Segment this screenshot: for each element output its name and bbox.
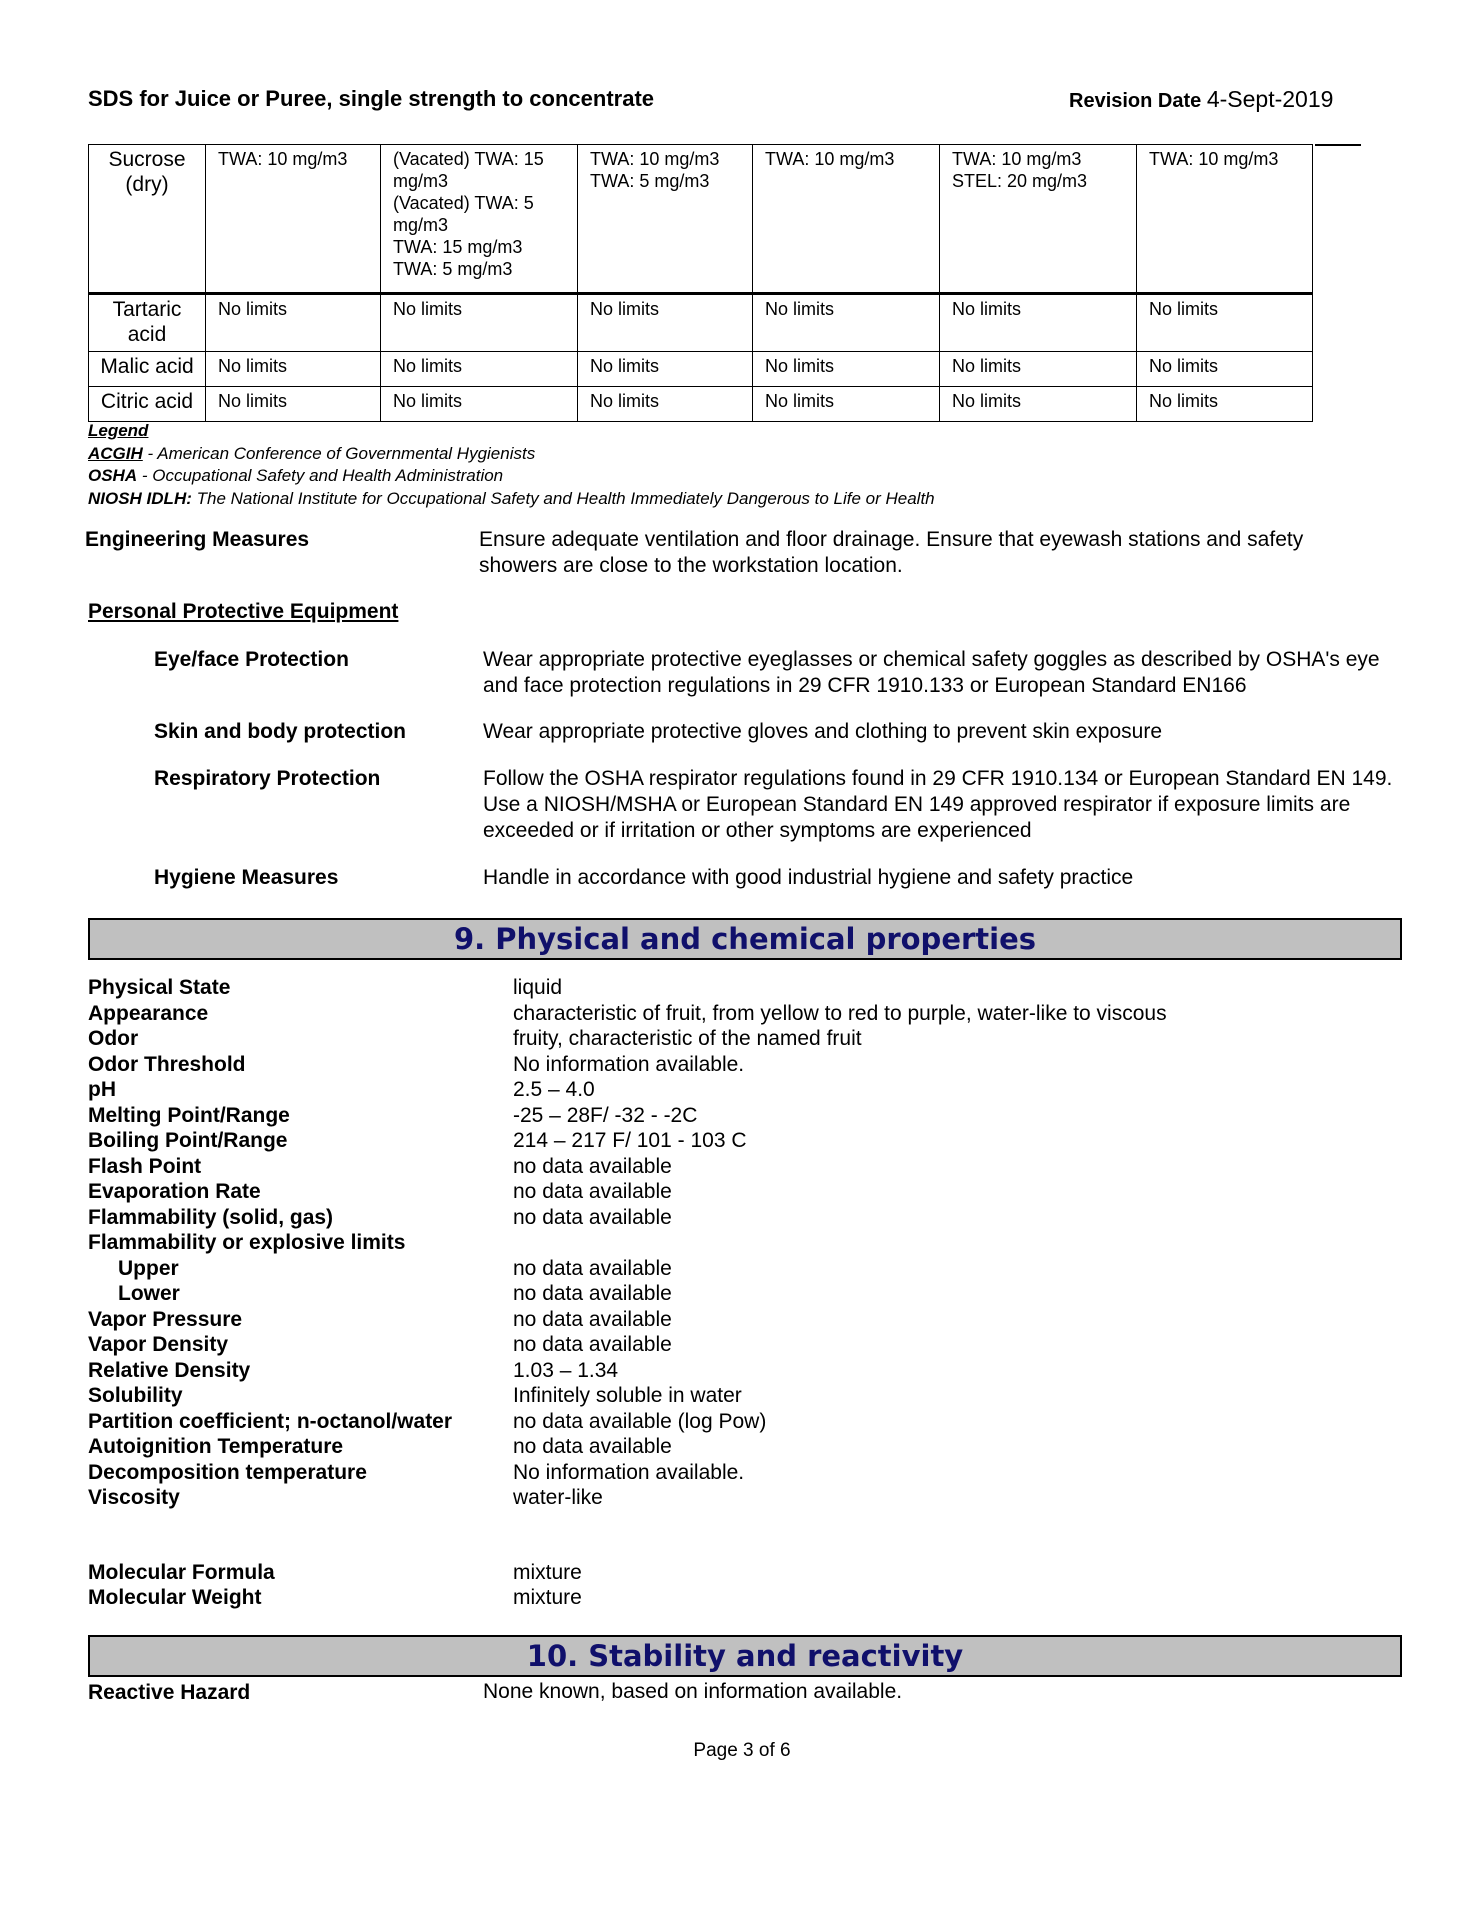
section-10-title: 10. Stability and reactivity bbox=[526, 1639, 964, 1673]
table-cell: No limits bbox=[381, 294, 578, 352]
legend-text: - Occupational Safety and Health Administration bbox=[137, 466, 504, 485]
property-name: Autoignition Temperature bbox=[88, 1435, 344, 1458]
legend-abbr: NIOSH IDLH: bbox=[88, 488, 192, 508]
property-row bbox=[88, 1409, 1167, 1435]
property-value: no data available bbox=[513, 1435, 672, 1458]
table-cell: TWA: 10 mg/m3 bbox=[753, 145, 940, 294]
property-row bbox=[88, 1154, 1167, 1180]
property-name: Evaporation Rate bbox=[88, 1180, 261, 1203]
physical-properties-list bbox=[88, 975, 1167, 1611]
property-name: Lower bbox=[118, 1282, 180, 1305]
property-name: Viscosity bbox=[88, 1486, 180, 1509]
revision-date bbox=[1069, 86, 1333, 113]
table-cell: TWA: 10 mg/m3 STEL: 20 mg/m3 bbox=[940, 145, 1137, 294]
table-cell: No limits bbox=[578, 387, 753, 422]
property-row bbox=[88, 1332, 1167, 1358]
property-row bbox=[88, 1383, 1167, 1409]
property-name: Partition coefficient; n-octanol/water bbox=[88, 1409, 453, 1433]
table-cell: No limits bbox=[753, 352, 940, 387]
property-value: 1.03 – 1.34 bbox=[513, 1358, 619, 1382]
legend bbox=[88, 420, 935, 510]
page-number: Page 3 of 6 bbox=[693, 1740, 791, 1761]
property-row bbox=[88, 1052, 1167, 1078]
table-cell: No limits bbox=[753, 387, 940, 422]
reactive-hazard-label: Reactive Hazard bbox=[88, 1681, 251, 1704]
property-row bbox=[88, 1560, 1167, 1586]
document-title: SDS for Juice or Puree, single strength to concentrate bbox=[88, 86, 655, 111]
property-value: no data available bbox=[513, 1180, 672, 1203]
property-value: liquid bbox=[513, 976, 563, 999]
property-value: no data available (log Pow) bbox=[513, 1409, 767, 1433]
property-name: pH bbox=[88, 1078, 116, 1101]
property-row bbox=[88, 1281, 1167, 1307]
property-value: no data available bbox=[513, 1307, 672, 1331]
substance-name: Tartaric acid bbox=[89, 294, 206, 352]
table-cell: No limits bbox=[940, 387, 1137, 422]
property-row bbox=[88, 1179, 1167, 1205]
skin-protection-label: Skin and body protection bbox=[154, 720, 407, 743]
table-row bbox=[89, 294, 1313, 352]
substance-name: Citric acid bbox=[89, 387, 206, 422]
table-cell: No limits bbox=[206, 352, 381, 387]
table-cell: No limits bbox=[753, 294, 940, 352]
table-row bbox=[89, 387, 1313, 422]
property-row bbox=[88, 975, 1167, 1001]
property-name: Decomposition temperature bbox=[88, 1460, 367, 1484]
property-value: no data available bbox=[513, 1282, 672, 1305]
property-value: characteristic of fruit, from yellow to red to purple, water-like to viscous bbox=[513, 1001, 1167, 1025]
property-value: no data available bbox=[513, 1333, 672, 1356]
property-name: Flammability (solid, gas) bbox=[88, 1205, 334, 1229]
exposure-limits-table bbox=[88, 144, 1313, 422]
property-row bbox=[88, 1230, 1167, 1256]
legend-abbr: OSHA bbox=[88, 466, 138, 485]
property-name: Molecular Formula bbox=[88, 1560, 275, 1584]
table-cell: TWA: 10 mg/m3 bbox=[206, 145, 381, 294]
section-9-title: 9. Physical and chemical properties bbox=[453, 922, 1037, 956]
eye-protection-text: Wear appropriate protective eyeglasses or chemical safety goggles as described by OSHA's eye and face protection regulations in 29 CFR 1910.133 or European Standard EN166 bbox=[483, 648, 1380, 697]
respiratory-protection-text: Follow the OSHA respirator regulations found in 29 CFR 1910.134 or European Standard EN 149. Use a NIOSH/MSHA or European Standard EN 149 approved respirator if exposure limits are exceeded or if irritation or other symptoms are experienced bbox=[483, 767, 1393, 842]
property-row bbox=[88, 1256, 1167, 1282]
legend-text: - American Conference of Governmental Hygienists bbox=[142, 443, 536, 463]
property-row bbox=[88, 1485, 1167, 1511]
hygiene-measures-label: Hygiene Measures bbox=[154, 866, 339, 889]
table-top-rule bbox=[1315, 144, 1361, 146]
table-cell: No limits bbox=[940, 352, 1137, 387]
property-value: fruity, characteristic of the named fruit bbox=[513, 1027, 862, 1050]
table-cell: No limits bbox=[206, 294, 381, 352]
property-row bbox=[88, 1460, 1167, 1486]
section-9-header bbox=[88, 918, 1402, 960]
legend-title: Legend bbox=[88, 421, 149, 440]
property-name: Upper bbox=[118, 1256, 179, 1280]
property-row bbox=[88, 1128, 1167, 1154]
respiratory-protection-label: Respiratory Protection bbox=[154, 767, 381, 790]
property-name: Solubility bbox=[88, 1384, 183, 1407]
property-row bbox=[88, 1077, 1167, 1103]
property-name: Vapor Pressure bbox=[88, 1307, 243, 1331]
property-value: Infinitely soluble in water bbox=[513, 1384, 742, 1407]
skin-protection-text: Wear appropriate protective gloves and clothing to prevent skin exposure bbox=[483, 720, 1163, 743]
property-row bbox=[88, 1358, 1167, 1384]
table-cell: (Vacated) TWA: 15 mg/m3 (Vacated) TWA: 5 mg/m3 TWA: 15 mg/m3 TWA: 5 mg/m3 bbox=[381, 145, 578, 294]
property-row bbox=[88, 1434, 1167, 1460]
eye-protection-label: Eye/face Protection bbox=[154, 648, 349, 671]
revision-label: Revision Date bbox=[1069, 90, 1202, 112]
property-value: 2.5 – 4.0 bbox=[513, 1078, 595, 1101]
substance-name: Sucrose (dry) bbox=[89, 145, 206, 294]
legend-item bbox=[88, 488, 935, 511]
property-row bbox=[88, 1103, 1167, 1129]
property-name: Appearance bbox=[88, 1001, 209, 1025]
property-name: Physical State bbox=[88, 976, 231, 999]
property-row bbox=[88, 1026, 1167, 1052]
property-row bbox=[88, 1585, 1167, 1611]
table-cell: TWA: 10 mg/m3 TWA: 5 mg/m3 bbox=[578, 145, 753, 294]
property-value: mixture bbox=[513, 1560, 582, 1584]
table-cell: No limits bbox=[578, 294, 753, 352]
revision-date-value: 4-Sept-2019 bbox=[1206, 86, 1334, 112]
property-name: Odor Threshold bbox=[88, 1052, 246, 1076]
property-value: no data available bbox=[513, 1154, 672, 1178]
property-row bbox=[88, 1001, 1167, 1027]
table-row bbox=[89, 352, 1313, 387]
table-cell: No limits bbox=[940, 294, 1137, 352]
legend-abbr: ACGIH bbox=[88, 443, 143, 463]
engineering-measures-text: Ensure adequate ventilation and floor drainage. Ensure that eyewash stations and safety showers are close to the workstation location. bbox=[479, 528, 1304, 577]
property-row bbox=[88, 1307, 1167, 1333]
property-name: Flash Point bbox=[88, 1154, 202, 1178]
property-value: water-like bbox=[513, 1486, 603, 1509]
table-cell: No limits bbox=[381, 352, 578, 387]
substance-name: Malic acid bbox=[89, 352, 206, 387]
property-name: Odor bbox=[88, 1027, 139, 1050]
property-name: Vapor Density bbox=[88, 1333, 229, 1356]
legend-text: The National Institute for Occupational Safety and Health Immediately Dangerous to Life or Health bbox=[191, 488, 935, 508]
ppe-title: Personal Protective Equipment bbox=[88, 600, 399, 623]
reactive-hazard-text: None known, based on information available. bbox=[483, 1680, 903, 1703]
property-name: Flammability or explosive limits bbox=[88, 1231, 406, 1254]
property-value: 214 – 217 F/ 101 - 103 C bbox=[513, 1129, 747, 1152]
property-value: mixture bbox=[513, 1586, 582, 1609]
table-cell: No limits bbox=[578, 352, 753, 387]
property-value: no data available bbox=[513, 1256, 672, 1280]
table-cell: No limits bbox=[1137, 352, 1313, 387]
table-cell: TWA: 10 mg/m3 bbox=[1137, 145, 1313, 294]
property-name: Molecular Weight bbox=[88, 1586, 262, 1609]
property-name: Relative Density bbox=[88, 1358, 251, 1382]
engineering-measures-label: Engineering Measures bbox=[85, 528, 310, 551]
property-value: -25 – 28F/ -32 - -2C bbox=[513, 1103, 698, 1127]
property-name: Boiling Point/Range bbox=[88, 1129, 288, 1152]
table-cell: No limits bbox=[206, 387, 381, 422]
table-row bbox=[89, 145, 1313, 294]
property-row bbox=[88, 1205, 1167, 1231]
property-value: No information available. bbox=[513, 1460, 745, 1484]
table-cell: No limits bbox=[1137, 387, 1313, 422]
hygiene-measures-text: Handle in accordance with good industrial hygiene and safety practice bbox=[483, 866, 1134, 889]
legend-item bbox=[88, 465, 935, 488]
property-value: No information available. bbox=[513, 1052, 745, 1076]
section-10-header bbox=[88, 1635, 1402, 1677]
legend-item bbox=[88, 443, 935, 466]
property-value: no data available bbox=[513, 1205, 672, 1229]
property-name: Melting Point/Range bbox=[88, 1103, 290, 1127]
table-cell: No limits bbox=[381, 387, 578, 422]
table-cell: No limits bbox=[1137, 294, 1313, 352]
